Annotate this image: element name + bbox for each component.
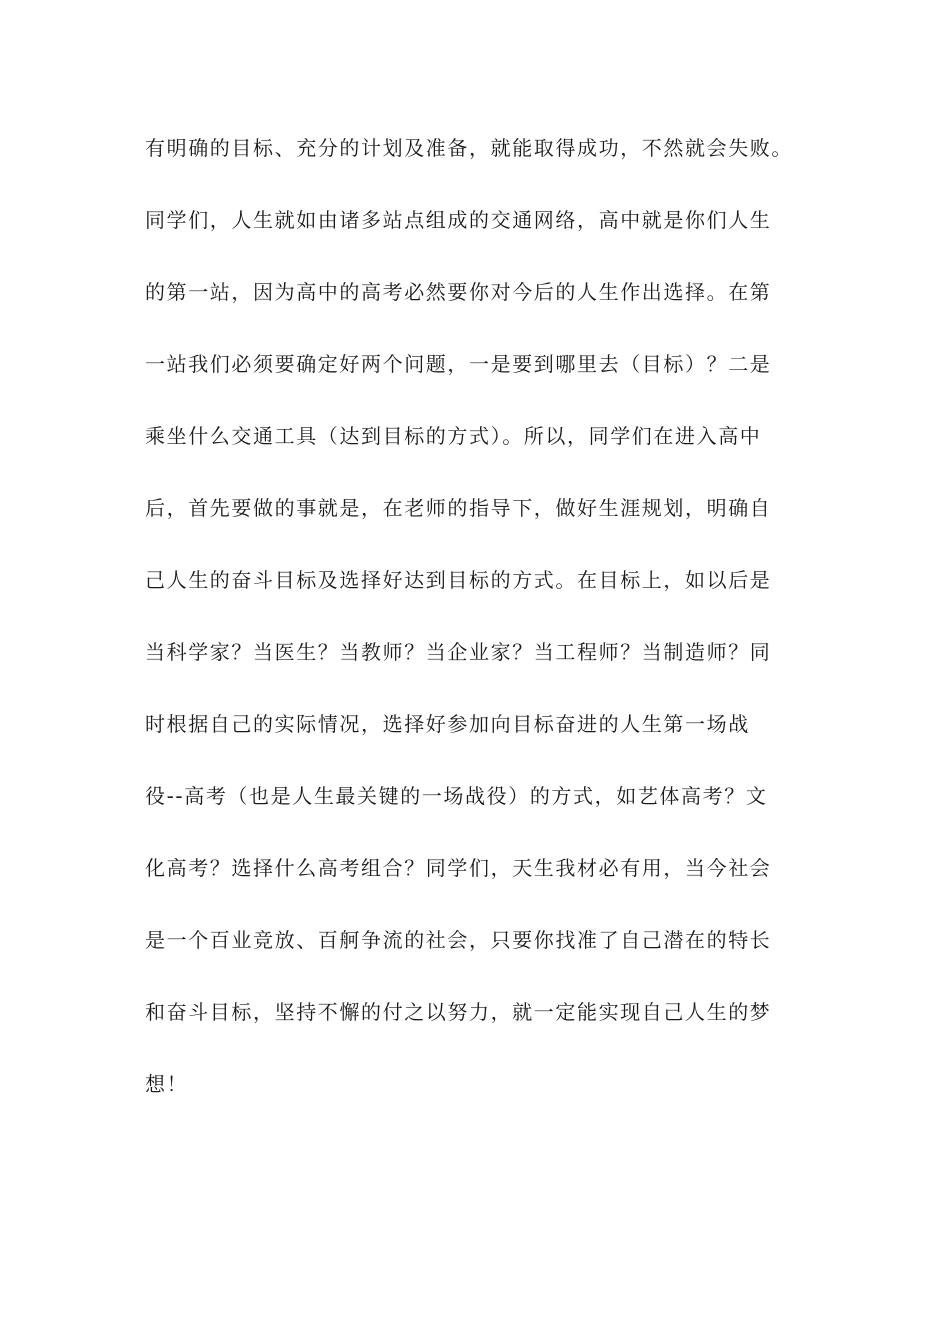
text-line: 和奋斗目标，坚持不懈的付之以努力，就一定能实现自己人生的梦 [145, 1000, 772, 1024]
text-line: 后，首先要做的事就是，在老师的指导下，做好生涯规划，明确自 [145, 496, 772, 520]
body-text [145, 130, 845, 1138]
text-line: 想！ [145, 1072, 189, 1096]
text-line: 化高考？选择什么高考组合？同学们，天生我材必有用，当今社会 [145, 856, 772, 880]
text-line: 的第一站，因为高中的高考必然要你对今后的人生作出选择。在第 [145, 280, 772, 304]
text-line: 当科学家？当医生？当教师？当企业家？当工程师？当制造师？同 [145, 640, 772, 664]
text-line: 一站我们必须要确定好两个问题，一是要到哪里去（目标）？二是 [145, 352, 772, 376]
text-line: 是一个百业竞放、百舸争流的社会，只要你找准了自己潜在的特长 [145, 928, 772, 952]
text-line: 己人生的奋斗目标及选择好达到目标的方式。在目标上，如以后是 [145, 568, 772, 592]
text-line: 役--高考（也是人生最关键的一场战役）的方式，如艺体高考？文 [145, 784, 768, 808]
text-line: 乘坐什么交通工具（达到目标的方式）。所以，同学们在进入高中 [145, 424, 762, 448]
text-line: 时根据自己的实际情况，选择好参加向目标奋进的人生第一场战 [145, 712, 750, 736]
text-line: 同学们，人生就如由诸多站点组成的交通网络，高中就是你们人生 [145, 208, 772, 232]
text-line: 有明确的目标、充分的计划及准备，就能取得成功，不然就会失败。 [145, 136, 793, 160]
